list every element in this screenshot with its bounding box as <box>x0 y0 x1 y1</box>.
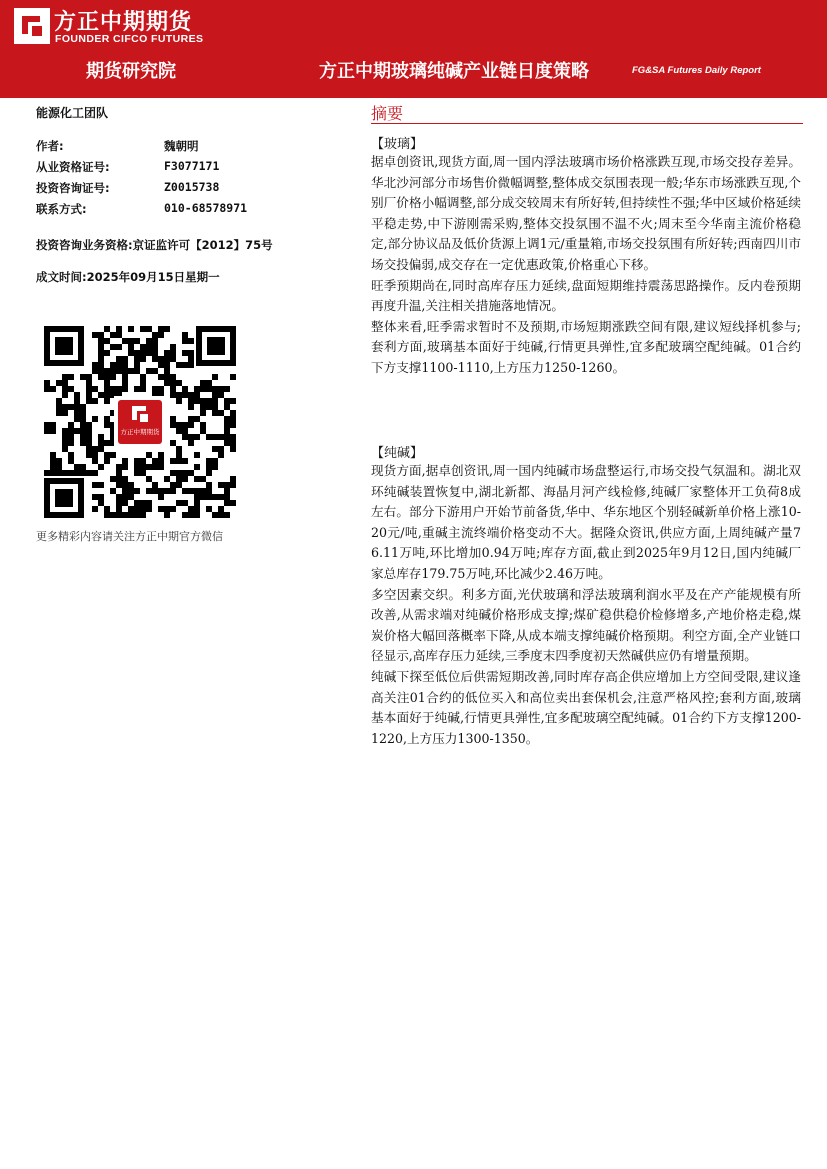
brand-name-cn: 方正中期期货 <box>54 10 193 35</box>
report-title: 方正中期玻璃纯碱产业链日度策略 <box>319 61 589 82</box>
qr-finder-top-right <box>196 326 236 366</box>
report-title-en: FG&SA Futures Daily Report <box>632 65 761 76</box>
advisor-label: 投资咨询证号: <box>36 181 110 195</box>
cert-label: 从业资格证号: <box>36 160 110 174</box>
soda-section <box>371 442 801 749</box>
qr-finder-top-left <box>44 326 84 366</box>
founder-logo-icon <box>14 8 50 44</box>
cert-row <box>36 159 220 175</box>
author-label: 作者: <box>36 139 64 153</box>
cert-number: F3077171 <box>164 159 220 173</box>
glass-heading: 【玻璃】 <box>371 137 424 152</box>
contact-row <box>36 201 248 217</box>
soda-paragraph: 现货方面,据卓创资讯,周一国内纯碱市场盘整运行,市场交投气氛温和。湖北双环纯碱装置恢复中,湖北新都、海晶月河产线检修,纯碱厂家整体开工负荷8成左右。部分下游用户开始节前备货,华中、华东地区个别轻碱新单价格上涨10-20元/吨,重碱主流终端价格变动不大。据隆众资讯,供应方面,上周纯碱产量76.11万吨,环比增加0.94万吨;库存方面,截止到2025年9月12日,国内纯碱厂家总库存179.75万吨,环比减少2.46万吨。 <box>371 463 801 581</box>
contact-label: 联系方式: <box>36 202 87 216</box>
brand-name-en: FOUNDER CIFCO FUTURES <box>55 33 204 45</box>
abstract-title: 摘要 <box>371 104 404 123</box>
soda-paragraph: 多空因素交织。利多方面,光伏玻璃和浮法玻璃利润水平及在产产能规模有所改善,从需求端对纯碱价格形成支撑;煤矿稳供稳价检修增多,产地价格走稳,煤炭价格大幅回落概率下降,从成本端支撑纯碱价格预期。利空方面,全产业链口径显示,高库存压力延续,三季度末四季度初天然碱供应仍有增量预期。 <box>371 586 801 664</box>
glass-paragraph: 整体来看,旺季需求暂时不及预期,市场短期涨跌空间有限,建议短线择机参与;套利方面,玻璃基本面好于纯碱,行情更具弹性,宜多配玻璃空配纯碱。01合约下方支撑1100-1110,上方压力1250-1260。 <box>371 318 801 375</box>
advisor-number: Z0015738 <box>164 180 220 194</box>
team-name: 能源化工团队 <box>36 106 109 120</box>
publish-date: 成文时间:2025年09月15日星期一 <box>36 270 220 284</box>
qr-caption: 更多精彩内容请关注方正中期官方微信 <box>36 530 223 543</box>
wechat-qr-code[interactable] <box>42 324 238 520</box>
soda-heading: 【纯碱】 <box>371 446 424 461</box>
institute-name: 期货研究院 <box>86 61 176 82</box>
advisor-row <box>36 180 220 196</box>
contact-phone: 010-68578971 <box>164 201 248 215</box>
qr-finder-bottom-left <box>44 478 84 518</box>
glass-paragraph: 据卓创资讯,现货方面,周一国内浮法玻璃市场价格涨跌互现,市场交投存差异。华北沙河部分市场售价微幅调整,整体成交氛围表现一般;华东市场涨跌互现,个别厂价格小幅调整,部分成交较周末有所好转,但持续性不强;华中区域价格延续平稳走势,中下游刚需采购,整体交投氛围不温不火;周末至今华南主流价格稳定,部分协议品及低价货源上调1元/重量箱,市场交投氛围有所好转;西南四川市场交投偏弱,成交存在一定优惠政策,价格重心下移。 <box>371 154 801 272</box>
abstract-divider <box>371 123 803 124</box>
glass-section <box>371 133 801 379</box>
qualification-statement: 投资咨询业务资格:京证监许可【2012】75号 <box>36 238 273 252</box>
author-row <box>36 138 199 154</box>
qr-center-text: 方正中期期货 <box>120 428 160 436</box>
soda-paragraph: 纯碱下探至低位后供需短期改善,同时库存高企供应增加上方空间受限,建议逢高关注01合约的低位买入和高位卖出套保机会,注意严格风控;套利方面,玻璃基本面好于纯碱,行情更具弹性,宜多配玻璃空配纯碱。01合约下方支撑1200-1220,上方压力1300-1350。 <box>371 668 801 746</box>
author-name: 魏朝明 <box>164 139 199 153</box>
report-header <box>0 0 827 98</box>
glass-paragraph: 旺季预期尚在,同时高库存压力延续,盘面短期维持震荡思路操作。反内卷预期再度升温,关注相关措施落地情况。 <box>371 277 801 314</box>
